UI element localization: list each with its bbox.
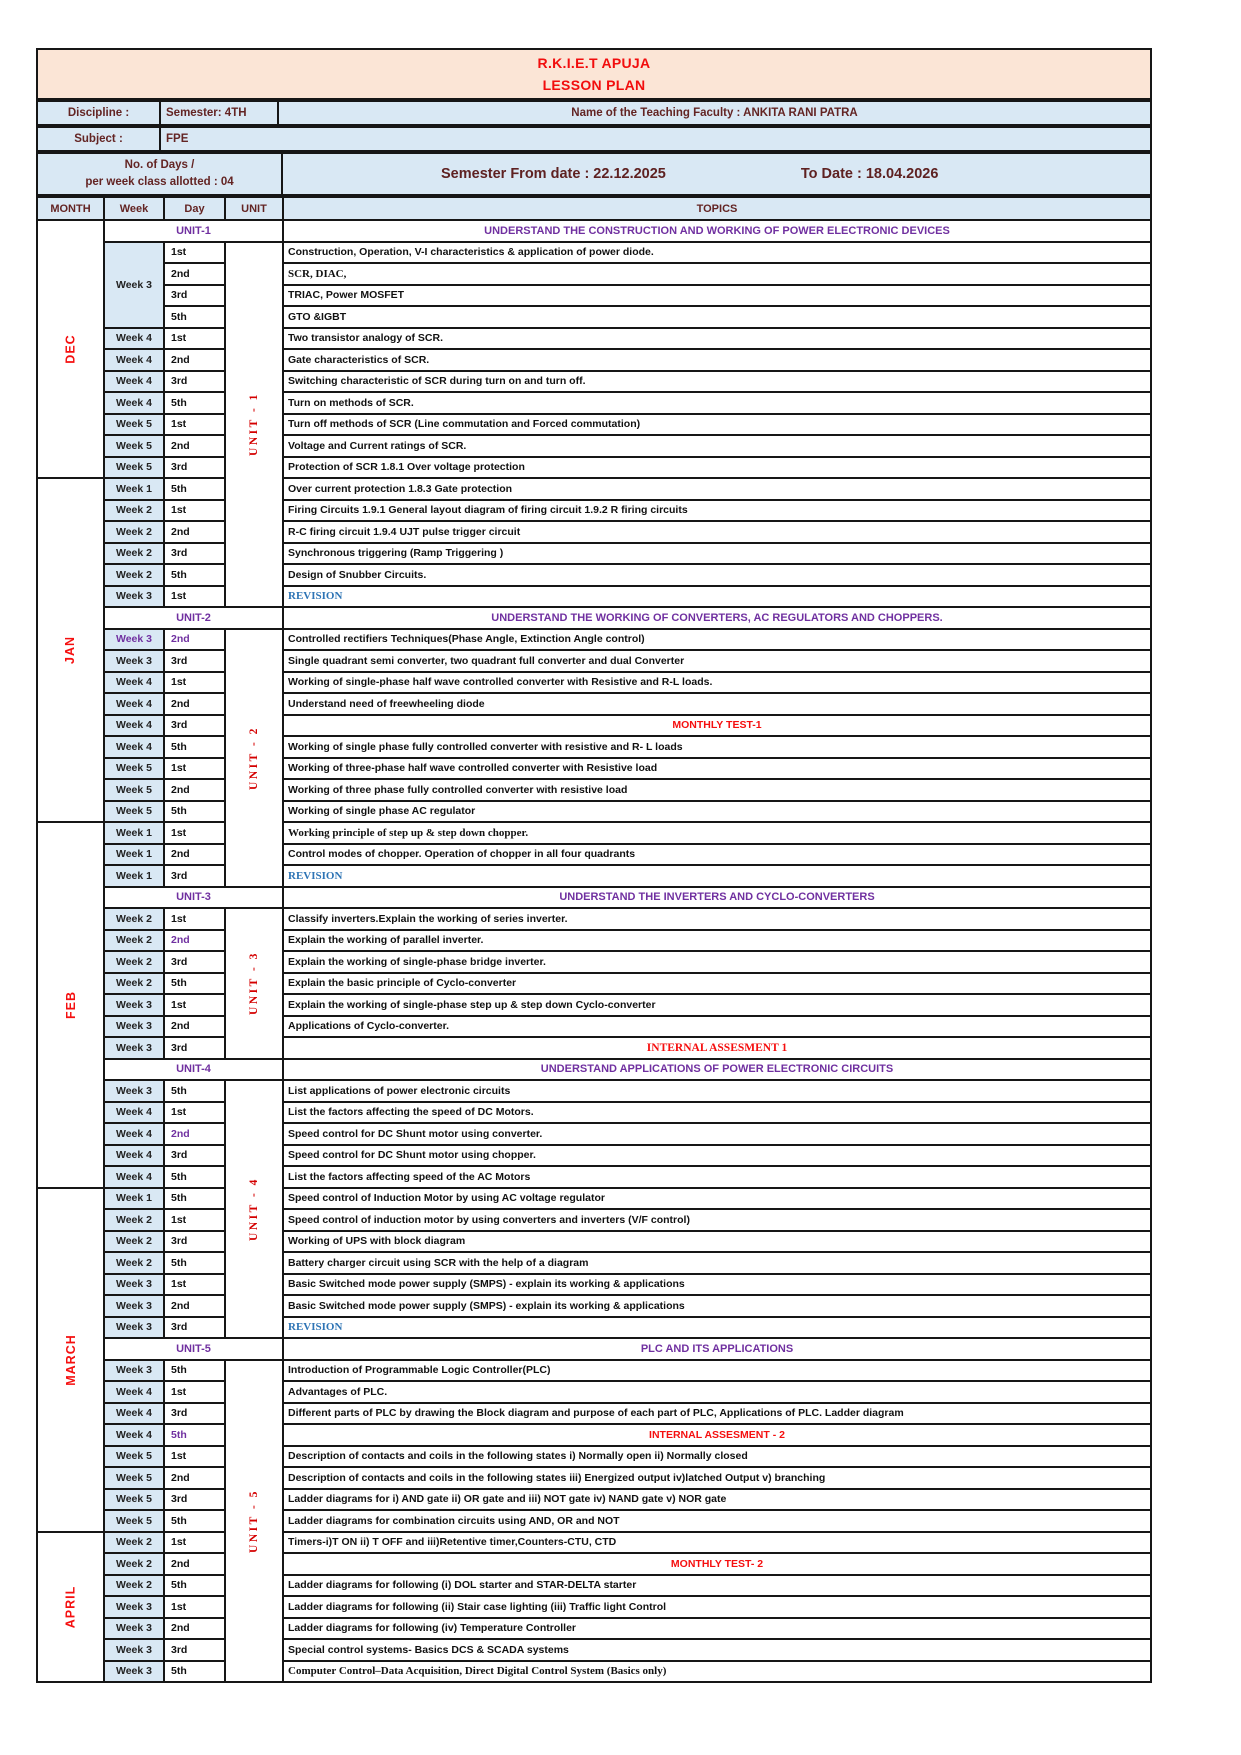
week-cell: Week 3 [105, 1318, 163, 1338]
topic-cell: Special control systems- Basics DCS & SCADA systems [284, 1640, 1150, 1660]
days-allotted-cell [38, 154, 281, 194]
day-cell: 1st [165, 1210, 224, 1230]
topic-cell: INTERNAL ASSESMENT - 2 [284, 1425, 1150, 1445]
day-cell: 3rd [165, 458, 224, 478]
week-cell: Week 5 [105, 780, 163, 800]
week-cell: Week 1 [105, 845, 163, 865]
topic-cell: Explain the working of parallel inverter. [284, 931, 1150, 951]
week-cell: Week 4 [105, 329, 163, 349]
topic-cell: Gate characteristics of SCR. [284, 350, 1150, 370]
topic-cell: R-C firing circuit 1.9.4 UJT pulse trigger circuit [284, 522, 1150, 542]
day-cell: 5th [165, 737, 224, 757]
unit-span-label-4: UNIT - 4 [226, 1081, 282, 1337]
day-cell: 3rd [165, 1490, 224, 1510]
day-cell: 1st [165, 1447, 224, 1467]
topic-cell: Battery charger circuit using SCR with the help of a diagram [284, 1253, 1150, 1273]
topic-cell: Different parts of PLC by drawing the Block diagram and purpose of each part of PLC, Applications of PLC. Ladder diagram [284, 1404, 1150, 1424]
day-cell: 2nd [165, 931, 224, 951]
week-cell: Week 5 [105, 759, 163, 779]
day-cell: 5th [165, 1361, 224, 1381]
week-cell: Week 3 [105, 1296, 163, 1316]
subject-row [36, 126, 1152, 152]
day-cell: 3rd [165, 952, 224, 972]
unit-id-cell: UNIT-4 [105, 1060, 282, 1080]
week-cell: Week 3 [105, 651, 163, 671]
week-cell: Week 4 [105, 350, 163, 370]
topic-cell: List the factors affecting the speed of DC Motors. [284, 1103, 1150, 1123]
week-cell: Week 1 [105, 866, 163, 886]
topic-cell: INTERNAL ASSESMENT 1 [284, 1038, 1150, 1058]
day-cell: 2nd [165, 845, 224, 865]
week-cell: Week 2 [105, 1232, 163, 1252]
day-cell: 5th [165, 1511, 224, 1531]
unit-title-cell: UNDERSTAND APPLICATIONS OF POWER ELECTRONIC CIRCUITS [284, 1060, 1150, 1080]
topic-cell: Explain the basic principle of Cyclo-converter [284, 974, 1150, 994]
topic-cell: Over current protection 1.8.3 Gate protection [284, 479, 1150, 499]
week-cell: Week 5 [105, 1490, 163, 1510]
semester-from-date: Semester From date : 22.12.2025 [441, 166, 666, 182]
month-cell-dec: DEC [38, 221, 103, 477]
semester-value: Semester: 4TH [161, 102, 277, 124]
plan-title: LESSON PLAN [542, 76, 646, 93]
day-cell: 5th [165, 565, 224, 585]
column-header-month: MONTH [38, 198, 103, 219]
day-cell: 1st [165, 329, 224, 349]
day-cell: 2nd [165, 780, 224, 800]
day-cell: 3rd [165, 286, 224, 306]
day-cell: 2nd [165, 1296, 224, 1316]
topic-cell: Understand need of freewheeling diode [284, 694, 1150, 714]
week-cell: Week 2 [105, 1533, 163, 1553]
topic-cell: SCR, DIAC, [284, 264, 1150, 284]
week-cell: Week 5 [105, 1468, 163, 1488]
topic-cell: Introduction of Programmable Logic Controller(PLC) [284, 1361, 1150, 1381]
week-cell: Week 4 [105, 1103, 163, 1123]
week-cell: Week 3 [105, 1619, 163, 1639]
day-cell: 5th [165, 1081, 224, 1101]
topic-cell: List the factors affecting speed of the AC Motors [284, 1167, 1150, 1187]
week-cell: Week 4 [105, 1146, 163, 1166]
topic-cell: Turn off methods of SCR (Line commutation and Forced commutation) [284, 415, 1150, 435]
week-cell: Week 1 [105, 1189, 163, 1209]
faculty-name: Name of the Teaching Faculty : ANKITA RANI PATRA [279, 102, 1150, 124]
day-cell: 3rd [165, 866, 224, 886]
topic-cell: MONTHLY TEST-1 [284, 716, 1150, 736]
day-cell: 5th [165, 1425, 224, 1445]
topic-cell: Working of single-phase half wave controlled converter with Resistive and R-L loads. [284, 673, 1150, 693]
topic-cell: Advantages of PLC. [284, 1382, 1150, 1402]
day-cell: 3rd [165, 1232, 224, 1252]
day-cell: 2nd [165, 1619, 224, 1639]
unit-id-cell: UNIT-5 [105, 1339, 282, 1359]
topic-cell: Ladder diagrams for following (iv) Temperature Controller [284, 1619, 1150, 1639]
unit-title-cell: UNDERSTAND THE INVERTERS AND CYCLO-CONVERTERS [284, 888, 1150, 908]
week-cell: Week 4 [105, 1404, 163, 1424]
week-cell: Week 3 [105, 243, 163, 327]
week-cell: Week 1 [105, 479, 163, 499]
day-cell: 5th [165, 393, 224, 413]
days-row [36, 152, 1152, 196]
day-cell: 5th [165, 1167, 224, 1187]
week-cell: Week 3 [105, 1038, 163, 1058]
day-cell: 1st [165, 759, 224, 779]
day-cell: 1st [165, 243, 224, 263]
topic-cell: Explain the working of single-phase step up & step down Cyclo-converter [284, 995, 1150, 1015]
week-cell: Week 5 [105, 415, 163, 435]
unit-id-cell: UNIT-2 [105, 608, 282, 628]
topic-cell: Classify inverters.Explain the working of series inverter. [284, 909, 1150, 929]
week-cell: Week 2 [105, 1554, 163, 1574]
week-cell: Week 1 [105, 823, 163, 843]
week-cell: Week 4 [105, 694, 163, 714]
week-cell: Week 3 [105, 1081, 163, 1101]
day-cell: 3rd [165, 1640, 224, 1660]
unit-span-label-3: UNIT - 3 [226, 909, 282, 1058]
day-cell: 3rd [165, 1038, 224, 1058]
column-header-topics: TOPICS [284, 198, 1150, 219]
topic-cell: TRIAC, Power MOSFET [284, 286, 1150, 306]
topic-cell: Speed control of induction motor by using converters and inverters (V/F control) [284, 1210, 1150, 1230]
week-cell: Week 3 [105, 1361, 163, 1381]
topic-cell: Working of three-phase half wave controlled converter with Resistive load [284, 759, 1150, 779]
day-cell: 2nd [165, 630, 224, 650]
month-cell-april: APRIL [38, 1533, 103, 1682]
week-cell: Week 4 [105, 1425, 163, 1445]
day-cell: 3rd [165, 544, 224, 564]
unit-span-label-1: UNIT - 1 [226, 243, 282, 607]
day-cell: 1st [165, 587, 224, 607]
topic-cell: REVISION [284, 866, 1150, 886]
week-cell: Week 4 [105, 1382, 163, 1402]
week-cell: Week 5 [105, 802, 163, 822]
week-cell: Week 2 [105, 1253, 163, 1273]
month-cell-march: MARCH [38, 1189, 103, 1531]
week-cell: Week 2 [105, 974, 163, 994]
topic-cell: Speed control of Induction Motor by using AC voltage regulator [284, 1189, 1150, 1209]
week-cell: Week 2 [105, 1576, 163, 1596]
day-cell: 5th [165, 1662, 224, 1682]
week-cell: Week 4 [105, 673, 163, 693]
topic-cell: Ladder diagrams for i) AND gate ii) OR gate and iii) NOT gate iv) NAND gate v) NOR gate [284, 1490, 1150, 1510]
unit-id-cell: UNIT-3 [105, 888, 282, 908]
discipline-row [36, 100, 1152, 126]
week-cell: Week 3 [105, 1640, 163, 1660]
day-cell: 1st [165, 501, 224, 521]
topic-cell: Speed control for DC Shunt motor using chopper. [284, 1146, 1150, 1166]
week-cell: Week 3 [105, 587, 163, 607]
week-cell: Week 5 [105, 1511, 163, 1531]
topic-cell: Ladder diagrams for following (ii) Stair case lighting (iii) Traffic light Control [284, 1597, 1150, 1617]
topic-cell: Protection of SCR 1.8.1 Over voltage protection [284, 458, 1150, 478]
week-cell: Week 5 [105, 458, 163, 478]
topic-cell: Working of single phase fully controlled converter with resistive and R- L loads [284, 737, 1150, 757]
column-header-day: Day [165, 198, 224, 219]
topic-cell: Applications of Cyclo-converter. [284, 1017, 1150, 1037]
week-cell: Week 3 [105, 630, 163, 650]
week-cell: Week 3 [105, 1662, 163, 1682]
topic-cell: Synchronous triggering (Ramp Triggering ) [284, 544, 1150, 564]
day-cell: 2nd [165, 1554, 224, 1574]
week-cell: Week 2 [105, 909, 163, 929]
topic-cell: Speed control for DC Shunt motor using converter. [284, 1124, 1150, 1144]
topic-cell: Turn on methods of SCR. [284, 393, 1150, 413]
week-cell: Week 2 [105, 952, 163, 972]
day-cell: 3rd [165, 716, 224, 736]
day-cell: 1st [165, 1275, 224, 1295]
day-cell: 3rd [165, 1404, 224, 1424]
topic-cell: Computer Control–Data Acquisition, Direct Digital Control System (Basics only) [284, 1662, 1150, 1682]
topic-cell: Ladder diagrams for following (i) DOL starter and STAR-DELTA starter [284, 1576, 1150, 1596]
day-cell: 2nd [165, 1017, 224, 1037]
week-cell: Week 3 [105, 1017, 163, 1037]
semester-to-date: To Date : 18.04.2026 [800, 166, 939, 182]
day-cell: 3rd [165, 1318, 224, 1338]
day-cell: 2nd [165, 350, 224, 370]
topic-cell: Ladder diagrams for combination circuits using AND, OR and NOT [284, 1511, 1150, 1531]
week-cell: Week 4 [105, 372, 163, 392]
unit-title-cell: UNDERSTAND THE WORKING OF CONVERTERS, AC REGULATORS AND CHOPPERS. [284, 608, 1150, 628]
day-cell: 1st [165, 415, 224, 435]
day-cell: 3rd [165, 372, 224, 392]
day-cell: 5th [165, 1253, 224, 1273]
topic-cell: Design of Snubber Circuits. [284, 565, 1150, 585]
discipline-label: Discipline : [38, 102, 159, 124]
day-cell: 1st [165, 1597, 224, 1617]
day-cell: 3rd [165, 651, 224, 671]
day-cell: 1st [165, 995, 224, 1015]
topic-cell: Two transistor analogy of SCR. [284, 329, 1150, 349]
week-cell: Week 4 [105, 1167, 163, 1187]
day-cell: 2nd [165, 522, 224, 542]
title-block [36, 48, 1152, 100]
topic-cell: Timers-i)T ON ii) T OFF and iii)Retentive timer,Counters-CTU, CTD [284, 1533, 1150, 1553]
topic-cell: Working principle of step up & step down chopper. [284, 823, 1150, 843]
day-cell: 1st [165, 909, 224, 929]
topic-cell: Single quadrant semi converter, two quadrant full converter and dual Converter [284, 651, 1150, 671]
day-cell: 1st [165, 1382, 224, 1402]
institute-title: R.K.I.E.T APUJA [537, 55, 651, 72]
topic-cell: Control modes of chopper. Operation of chopper in all four quadrants [284, 845, 1150, 865]
days-allotted-line1: No. of Days / [124, 158, 195, 171]
unit-title-cell: UNDERSTAND THE CONSTRUCTION AND WORKING OF POWER ELECTRONIC DEVICES [284, 221, 1150, 241]
day-cell: 1st [165, 1533, 224, 1553]
day-cell: 5th [165, 1576, 224, 1596]
topic-cell: REVISION [284, 587, 1150, 607]
day-cell: 5th [165, 802, 224, 822]
unit-span-label-2: UNIT - 2 [226, 630, 282, 886]
day-cell: 3rd [165, 1146, 224, 1166]
topic-cell: Basic Switched mode power supply (SMPS) - explain its working & applications [284, 1296, 1150, 1316]
subject-label: Subject : [38, 128, 159, 150]
week-cell: Week 2 [105, 501, 163, 521]
unit-span-label-5: UNIT - 5 [226, 1361, 282, 1682]
month-cell-feb: FEB [38, 823, 103, 1187]
week-cell: Week 4 [105, 716, 163, 736]
week-cell: Week 2 [105, 522, 163, 542]
day-cell: 5th [165, 974, 224, 994]
semester-dates-cell [283, 154, 1150, 194]
week-cell: Week 2 [105, 931, 163, 951]
topic-cell: Working of three phase fully controlled converter with resistive load [284, 780, 1150, 800]
day-cell: 2nd [165, 436, 224, 456]
topic-cell: Firing Circuits 1.9.1 General layout diagram of firing circuit 1.9.2 R firing circuits [284, 501, 1150, 521]
days-allotted-line2: per week class allotted : 04 [85, 176, 234, 188]
day-cell: 5th [165, 307, 224, 327]
week-cell: Week 2 [105, 565, 163, 585]
day-cell: 5th [165, 1189, 224, 1209]
topic-cell: Explain the working of single-phase bridge inverter. [284, 952, 1150, 972]
column-header-unit: UNIT [226, 198, 282, 219]
day-cell: 1st [165, 673, 224, 693]
unit-id-cell: UNIT-1 [105, 221, 282, 241]
week-cell: Week 5 [105, 1447, 163, 1467]
subject-value: FPE [161, 128, 1150, 150]
topic-cell: Description of contacts and coils in the following states i) Normally open ii) Normally closed [284, 1447, 1150, 1467]
topic-cell: MONTHLY TEST- 2 [284, 1554, 1150, 1574]
week-cell: Week 2 [105, 544, 163, 564]
week-cell: Week 5 [105, 436, 163, 456]
column-header-week: Week [105, 198, 163, 219]
unit-title-cell: PLC AND ITS APPLICATIONS [284, 1339, 1150, 1359]
topic-cell: Controlled rectifiers Techniques(Phase Angle, Extinction Angle control) [284, 630, 1150, 650]
day-cell: 1st [165, 823, 224, 843]
week-cell: Week 4 [105, 1124, 163, 1144]
week-cell: Week 4 [105, 393, 163, 413]
day-cell: 1st [165, 1103, 224, 1123]
week-cell: Week 3 [105, 995, 163, 1015]
topic-cell: REVISION [284, 1318, 1150, 1338]
day-cell: 5th [165, 479, 224, 499]
day-cell: 2nd [165, 694, 224, 714]
lesson-plan-table [36, 196, 1152, 1683]
day-cell: 2nd [165, 1468, 224, 1488]
week-cell: Week 4 [105, 737, 163, 757]
week-cell: Week 3 [105, 1275, 163, 1295]
month-cell-jan: JAN [38, 479, 103, 821]
topic-cell: GTO &IGBT [284, 307, 1150, 327]
topic-cell: Basic Switched mode power supply (SMPS) - explain its working & applications [284, 1275, 1150, 1295]
topic-cell: List applications of power electronic circuits [284, 1081, 1150, 1101]
topic-cell: Working of single phase AC regulator [284, 802, 1150, 822]
topic-cell: Description of contacts and coils in the following states iii) Energized output iv)latched Output v) branching [284, 1468, 1150, 1488]
week-cell: Week 3 [105, 1597, 163, 1617]
day-cell: 2nd [165, 1124, 224, 1144]
week-cell: Week 2 [105, 1210, 163, 1230]
day-cell: 2nd [165, 264, 224, 284]
topic-cell: Construction, Operation, V-I characteristics & application of power diode. [284, 243, 1150, 263]
topic-cell: Working of UPS with block diagram [284, 1232, 1150, 1252]
topic-cell: Voltage and Current ratings of SCR. [284, 436, 1150, 456]
topic-cell: Switching characteristic of SCR during turn on and turn off. [284, 372, 1150, 392]
